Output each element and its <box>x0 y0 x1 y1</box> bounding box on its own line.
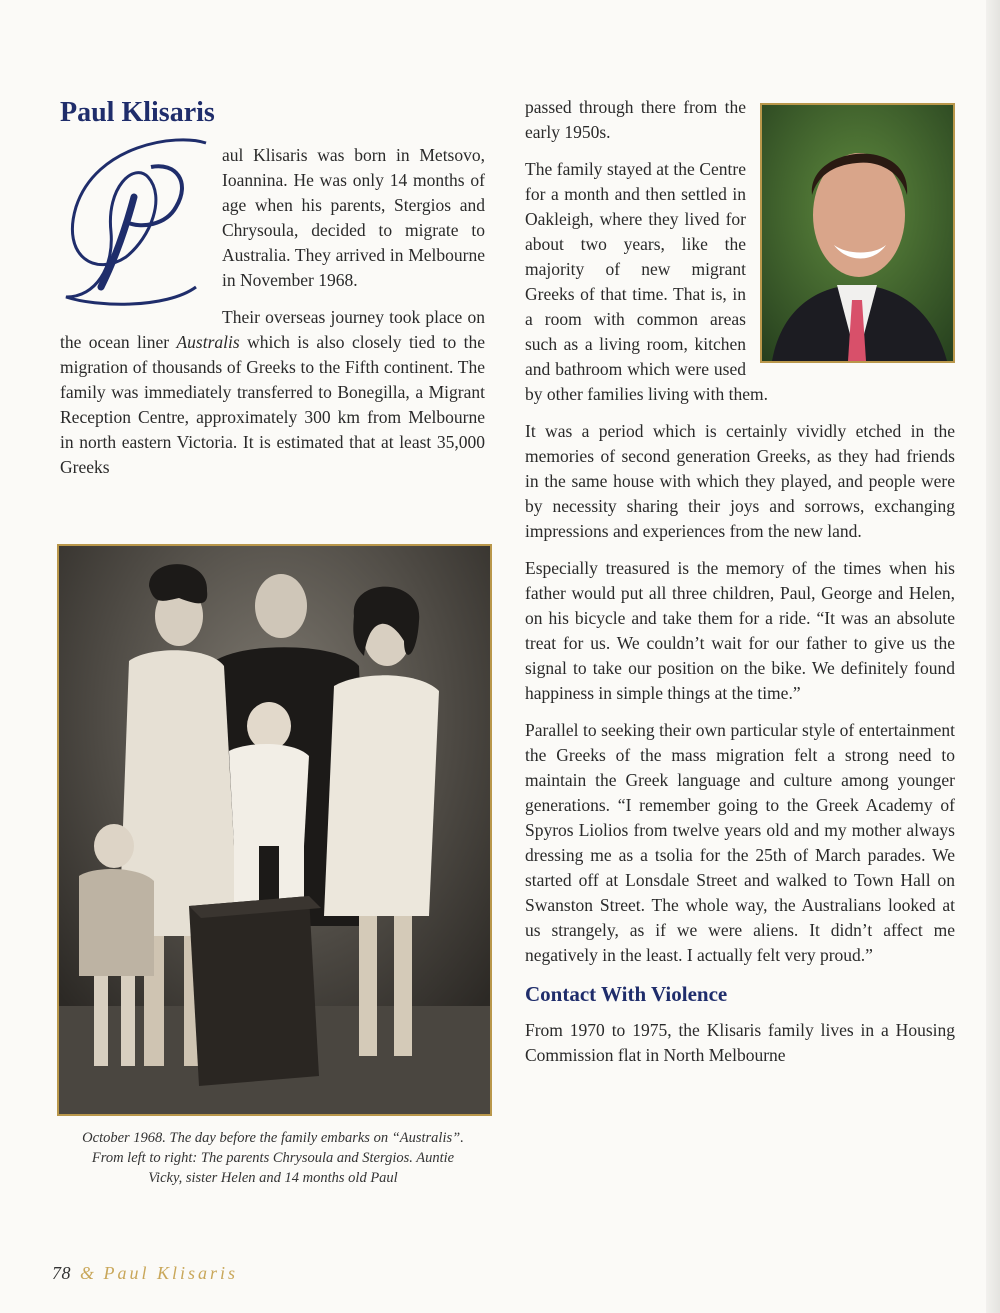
right-paragraph-3: It was a period which is certainly vividly etched in the memories of second generation Greeks, as they had friends in the same house with which they played, and people were by necessity sharing their joys and sorrows, exchanging impressions and experiences from the new land. <box>525 421 955 541</box>
footer-separator: & <box>80 1263 95 1283</box>
right-column <box>525 95 955 1080</box>
photo-caption <box>58 1128 488 1188</box>
family-photo-image <box>59 546 490 1114</box>
left-paragraph-2-start: Their overseas journey took place on the ocean liner <box>60 307 485 352</box>
dropcap-flourish-icon <box>56 137 216 312</box>
right-paragraph-6: From 1970 to 1975, the Klisaris family lives in a Housing Commission flat in North Melbourne <box>525 1020 955 1065</box>
page-footer <box>52 1263 238 1284</box>
family-photo <box>57 544 492 1116</box>
right-paragraph-5: Parallel to seeking their own particular style of entertainment the Greeks of the mass migration felt a strong need to maintain the Greek language and culture among younger generations. “I remember going to the Greek Academy of Spyros Liolios from twelve years old and my mother always dressing me as a tsolia for the 25th of March parades. We started off at Lonsdale Street and walked to Town Hall on Swanston Street. The whole way, the Australians looked at us strangely, as if we were aliens. It didn’t affect me negatively in the least. I actually felt very proud.” <box>525 720 955 965</box>
section-subheading: Contact With Violence <box>525 982 728 1006</box>
running-title: Paul Klisaris <box>103 1263 239 1283</box>
ship-name: Australis <box>176 332 240 352</box>
dropcap-p <box>56 143 216 313</box>
article-title: Paul Klisaris <box>60 97 215 128</box>
left-column <box>60 95 485 492</box>
page-number: 78 <box>52 1263 71 1283</box>
left-paragraph-2 <box>60 305 485 480</box>
right-paragraph-1: passed through there from the early 1950s. <box>525 97 746 142</box>
left-paragraph-1 <box>60 143 485 293</box>
caption-line-3: Vicky, sister Helen and 14 months old Paul <box>148 1170 398 1186</box>
portrait-image <box>762 105 953 361</box>
portrait-frame <box>760 103 955 363</box>
right-paragraph-2: The family stayed at the Centre for a month and then settled in Oakleigh, where they lived for about two years, like the majority of new migrant Greeks of that time. That is, in a room with common areas such as a living room, kitchen and bathroom which were used by other families living with them. <box>525 159 769 404</box>
left-paragraph-2-end: which is also closely tied to the migration of thousands of Greeks to the Fifth continent. The family was immediately transferred to Bonegilla, a Migrant Reception Centre, approximately 300 km from Melbourne in north eastern Victoria. It is estimated that at least 35,000 Greeks <box>60 332 485 477</box>
caption-line-1: October 1968. The day before the family embarks on “Australis”. <box>82 1130 464 1146</box>
page-edge <box>986 0 1000 1313</box>
portrait-photo <box>760 103 955 363</box>
left-paragraph-1-text: aul Klisaris was born in Metsovo, Ioannina. He was only 14 months of age when his parents, Stergios and Chrysoula, decided to migrate to Australia. They arrived in Melbourne in November 1968. <box>222 145 485 290</box>
caption-line-2: From left to right: The parents Chrysoula and Stergios. Auntie <box>91 1150 455 1166</box>
right-paragraph-4: Especially treasured is the memory of the times when his father would put all three children, Paul, George and Helen, on his bicycle and take them for a ride. “It was an absolute treat for us. We couldn’t wait for our father to give us the signal to take our position on the bike. We definitely found happiness in simple things at the time.” <box>525 558 955 703</box>
